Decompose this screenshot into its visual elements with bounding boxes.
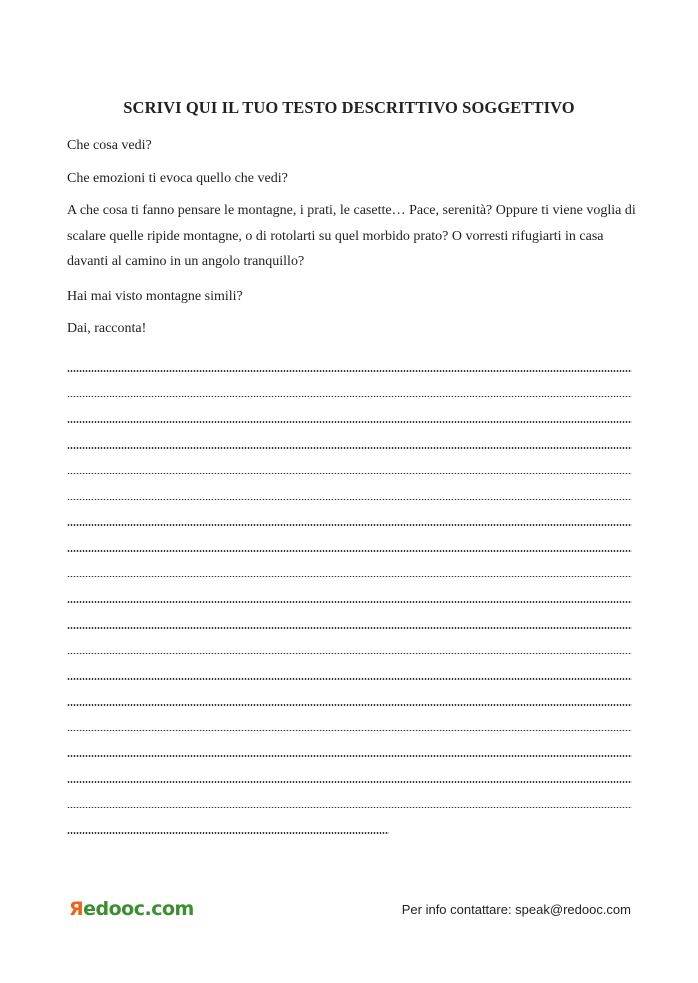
writing-line[interactable] [67, 685, 632, 711]
writing-line[interactable] [67, 736, 632, 762]
writing-line[interactable] [67, 402, 632, 428]
writing-line[interactable] [67, 428, 632, 454]
redooc-logo [69, 898, 194, 920]
question-what-you-see: Che cosa vedi? [67, 138, 152, 153]
logo-text: edooc.com [83, 898, 194, 920]
question-thoughts: A che cosa ti fanno pensare le montagne, i prati, le casette… Pace, serenità? Oppure ti viene voglia di scalare quelle ripide montagne, o di rotolarti su quel morbido prato? O vorresti rifugiarti in casa davanti al camino in un angolo tranquillo? [67, 203, 636, 269]
writing-line[interactable] [67, 788, 632, 814]
writing-area[interactable] [67, 351, 632, 839]
contact-info: Per info contattare: speak@redooc.com [401, 902, 631, 917]
page-title: SCRIVI QUI IL TUO TESTO DESCRITTIVO SOGGETTIVO [123, 98, 575, 117]
writing-line-last[interactable] [67, 813, 632, 839]
writing-line[interactable] [67, 659, 632, 685]
writing-line[interactable] [67, 582, 632, 608]
question-emotions: Che emozioni ti evoca quello che vedi? [67, 171, 288, 186]
writing-line[interactable] [67, 479, 632, 505]
writing-line[interactable] [67, 377, 632, 403]
question-seen-mountains: Hai mai visto montagne simili? [67, 289, 243, 304]
writing-line[interactable] [67, 454, 632, 480]
writing-line[interactable] [67, 634, 632, 660]
writing-line[interactable] [67, 351, 632, 377]
writing-line[interactable] [67, 608, 632, 634]
logo-first-letter: Я [69, 898, 84, 920]
writing-line[interactable] [67, 762, 632, 788]
writing-line[interactable] [67, 711, 632, 737]
writing-line[interactable] [67, 531, 632, 557]
writing-line[interactable] [67, 505, 632, 531]
prompt-tell: Dai, racconta! [67, 321, 147, 336]
writing-line[interactable] [67, 557, 632, 583]
